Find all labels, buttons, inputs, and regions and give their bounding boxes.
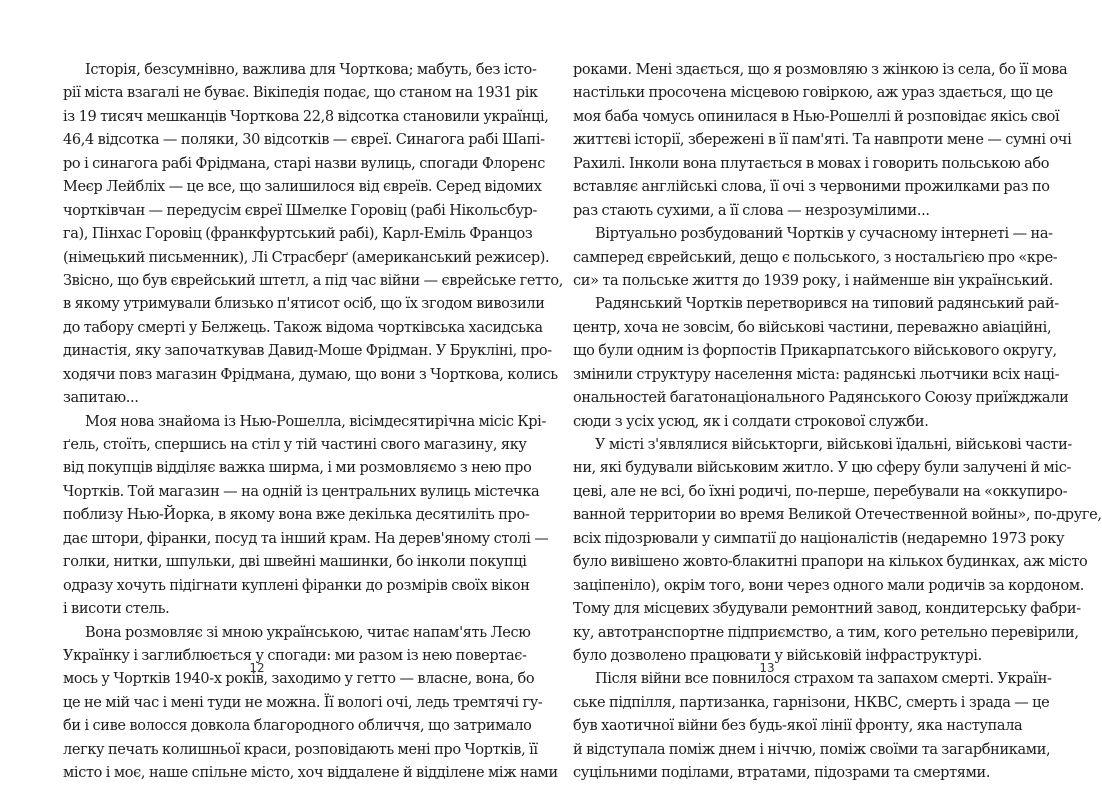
text-line: би і сиве волосся довкола благородного обличчя, що затримало bbox=[63, 718, 532, 735]
text-line: життєві історії, збережені в її пам'яті. Та навпроти мене — сумні очі bbox=[573, 132, 1072, 149]
text-line: і висоти стель. bbox=[63, 601, 170, 618]
left-page-number: 12 bbox=[249, 661, 265, 675]
text-line: в якому утримували близько п'ятисот осіб, що їх згодом вивозили bbox=[63, 296, 545, 313]
text-line: поблизу Нью-Йорка, в якому вона вже декілька десятиліть про- bbox=[63, 507, 530, 524]
text-line: суцільними поділами, втратами, підозрами та смертями. bbox=[573, 765, 991, 782]
text-line: Моя нова знайома із Нью-Рошелла, вісімдесятирічна місіс Крі- bbox=[85, 413, 547, 430]
text-line: династія, яку започаткував Давид-Моше Фрідман. У Брукліні, про- bbox=[63, 343, 552, 360]
text-line: сюди з усіх усюд, як і солдати строкової служби. bbox=[573, 413, 929, 430]
text-line: від покупців відділяє важка ширма, і ми розмовляємо з нею про bbox=[63, 460, 532, 477]
text-line: було вивішено жовто-блакитні прапори на кількох будинках, аж місто bbox=[573, 554, 1088, 571]
text-line: (німецький письменник), Лі Страсберґ (американський режисер). bbox=[63, 249, 550, 266]
text-line: ванной территории во время Великой Отечественной войны», по-друге, bbox=[573, 507, 1102, 524]
text-line: місто і моє, наше спільне місто, хоч віддалене й відділене між нами bbox=[63, 765, 558, 782]
text-line: було дозволено працювати у військовій інфраструктурі. bbox=[573, 647, 982, 664]
text-line: й відступала поміж днем і ніччю, поміж своїми та загарбниками, bbox=[573, 741, 1051, 758]
text-line: до табору смерті у Белжець. Також відома чортківська хасидська bbox=[63, 319, 543, 336]
text-line: запитаю... bbox=[63, 390, 139, 407]
text-line: із 19 тисяч мешканців Чорткова 22,8 відсотка становили українці, bbox=[63, 108, 549, 125]
text-line: ни, які будували військовим житло. У цю сферу були залучені й міс- bbox=[573, 460, 1072, 477]
text-line: центр, хоча не зовсім, бо військові частини, переважно авіаційні, bbox=[573, 319, 1052, 336]
text-line: змінили структуру населення міста: радянські льотчики всіх наці- bbox=[573, 366, 1060, 383]
text-line: ське підпілля, партизанка, гарнізони, НКВС, смерть і зрада — це bbox=[573, 694, 1050, 711]
text-line: моя баба чомусь опинилася в Нью-Рошеллі й розповідає якісь свої bbox=[573, 108, 1060, 125]
text-line: одразу хочуть підігнати куплені фіранки до розмірів своїх вікон bbox=[63, 577, 530, 594]
text-line: Вона розмовляє зі мною українською, читає напам'ять Лесю bbox=[85, 624, 531, 641]
text-line: самперед єврейський, дещо є польського, з ностальгією про «кре- bbox=[573, 249, 1058, 266]
text-line: Меєр Лейбліх — це все, що залишилося від євреїв. Серед відомих bbox=[63, 179, 542, 196]
text-line: си» та польське життя до 1939 року, і найменше він український. bbox=[573, 272, 1053, 289]
text-line: Звісно, що був єврейський штетл, а під час війни — єврейське гетто, bbox=[63, 272, 564, 289]
text-line: роками. Мені здається, що я розмовляю з жінкою із села, бо її мова bbox=[573, 62, 1068, 78]
text-line: мось у Чортків 1940-х років, заходимо у гетто — власне, вона, бо bbox=[63, 671, 535, 688]
text-line: Після війни все повнилося страхом та запахом смерті. Україн- bbox=[595, 671, 1052, 688]
text-line: ональностей багатонаціонального Радянського Союзу приїжджали bbox=[573, 390, 1069, 407]
text-line: Рахилі. Інколи вона плутається в мовах і говорить польською або bbox=[573, 155, 1050, 172]
text-line: ґель, стоїть, спершись на стіл у тій частині свого магазину, яку bbox=[63, 437, 527, 453]
text-line: Тому для місцевих збудували ремонтний завод, кондитерську фабри- bbox=[573, 601, 1081, 618]
text-line: ку, автотранспортне підприємство, а тим, кого ретельно перевірили, bbox=[573, 624, 1079, 641]
text-line: чортківчан — передусім євреї Шмелке Горовіц (рабі Нікольсбур- bbox=[63, 202, 538, 219]
text-line: У місті з'являлися військторги, військові їдальні, військові части- bbox=[595, 437, 1072, 453]
text-line: вставляє англійські слова, її очі з червоними прожилками раз по bbox=[573, 179, 1050, 196]
text-line: це не мій час і мені туди не можна. Її вологі очі, ледь тремтячі гу- bbox=[63, 694, 543, 711]
text-line: дає штори, фіранки, посуд та інший крам. На дерев'яному столі — bbox=[63, 530, 549, 547]
text-line: Українку і заглиблюється у спогади: ми разом із нею повертає- bbox=[63, 647, 527, 664]
text-line: га), Пінхас Горовіц (франкфуртський рабі), Карл-Еміль Францоз bbox=[63, 226, 533, 243]
text-line: Віртуально розбудований Чортків у сучасному інтернеті — на- bbox=[595, 226, 1053, 243]
right-page-number: 13 bbox=[759, 661, 775, 675]
left-page-text bbox=[63, 59, 564, 786]
text-line: легку печать колишньої краси, розповідають мені про Чортків, її bbox=[63, 741, 538, 758]
text-line: раз стають сухими, а її слова — незрозумілими... bbox=[573, 202, 930, 219]
text-line: ро і синагога рабі Фрідмана, старі назви вулиць, спогади Флоренс bbox=[63, 155, 546, 172]
text-line: цеві, але не всі, бо їхні родичі, по-перше, перебували на «оккупиро- bbox=[573, 483, 1068, 500]
text-line: Історія, безсумнівно, важлива для Чорткова; мабуть, без істо- bbox=[85, 62, 537, 78]
text-line: 46,4 відсотка — поляки, 30 відсотків — євреї. Синагога рабі Шапі- bbox=[63, 132, 545, 149]
text-line: Чортків. Той магазин — на одній із центральних вулиць містечка bbox=[63, 483, 540, 500]
text-line: рії міста взагалі не буває. Вікіпедія подає, що станом на 1931 рік bbox=[63, 85, 538, 102]
text-line: Радянський Чортків перетворився на типовий радянський рай- bbox=[595, 296, 1059, 313]
text-line: настільки просочена місцевою говіркою, аж ураз здається, що це bbox=[573, 85, 1053, 102]
text-line: голки, нитки, шпульки, дві швейні машинки, бо інколи покупці bbox=[63, 554, 527, 571]
text-line: всіх підозрювали у симпатії до націоналістів (недаремно 1973 року bbox=[573, 530, 1065, 547]
text-line: що були одним із форпостів Прикарпатського військового округу, bbox=[573, 343, 1057, 360]
text-line: заціпеніло), окрім того, вони через одного мали родичів за кордоном. bbox=[573, 577, 1085, 594]
right-page-text bbox=[573, 59, 1102, 786]
text-line: ходячи повз магазин Фрідмана, думаю, що вони з Чорткова, колись bbox=[63, 366, 558, 383]
text-line: був хаотичної війни без будь-якої лінії фронту, яка наступала bbox=[573, 718, 1023, 735]
